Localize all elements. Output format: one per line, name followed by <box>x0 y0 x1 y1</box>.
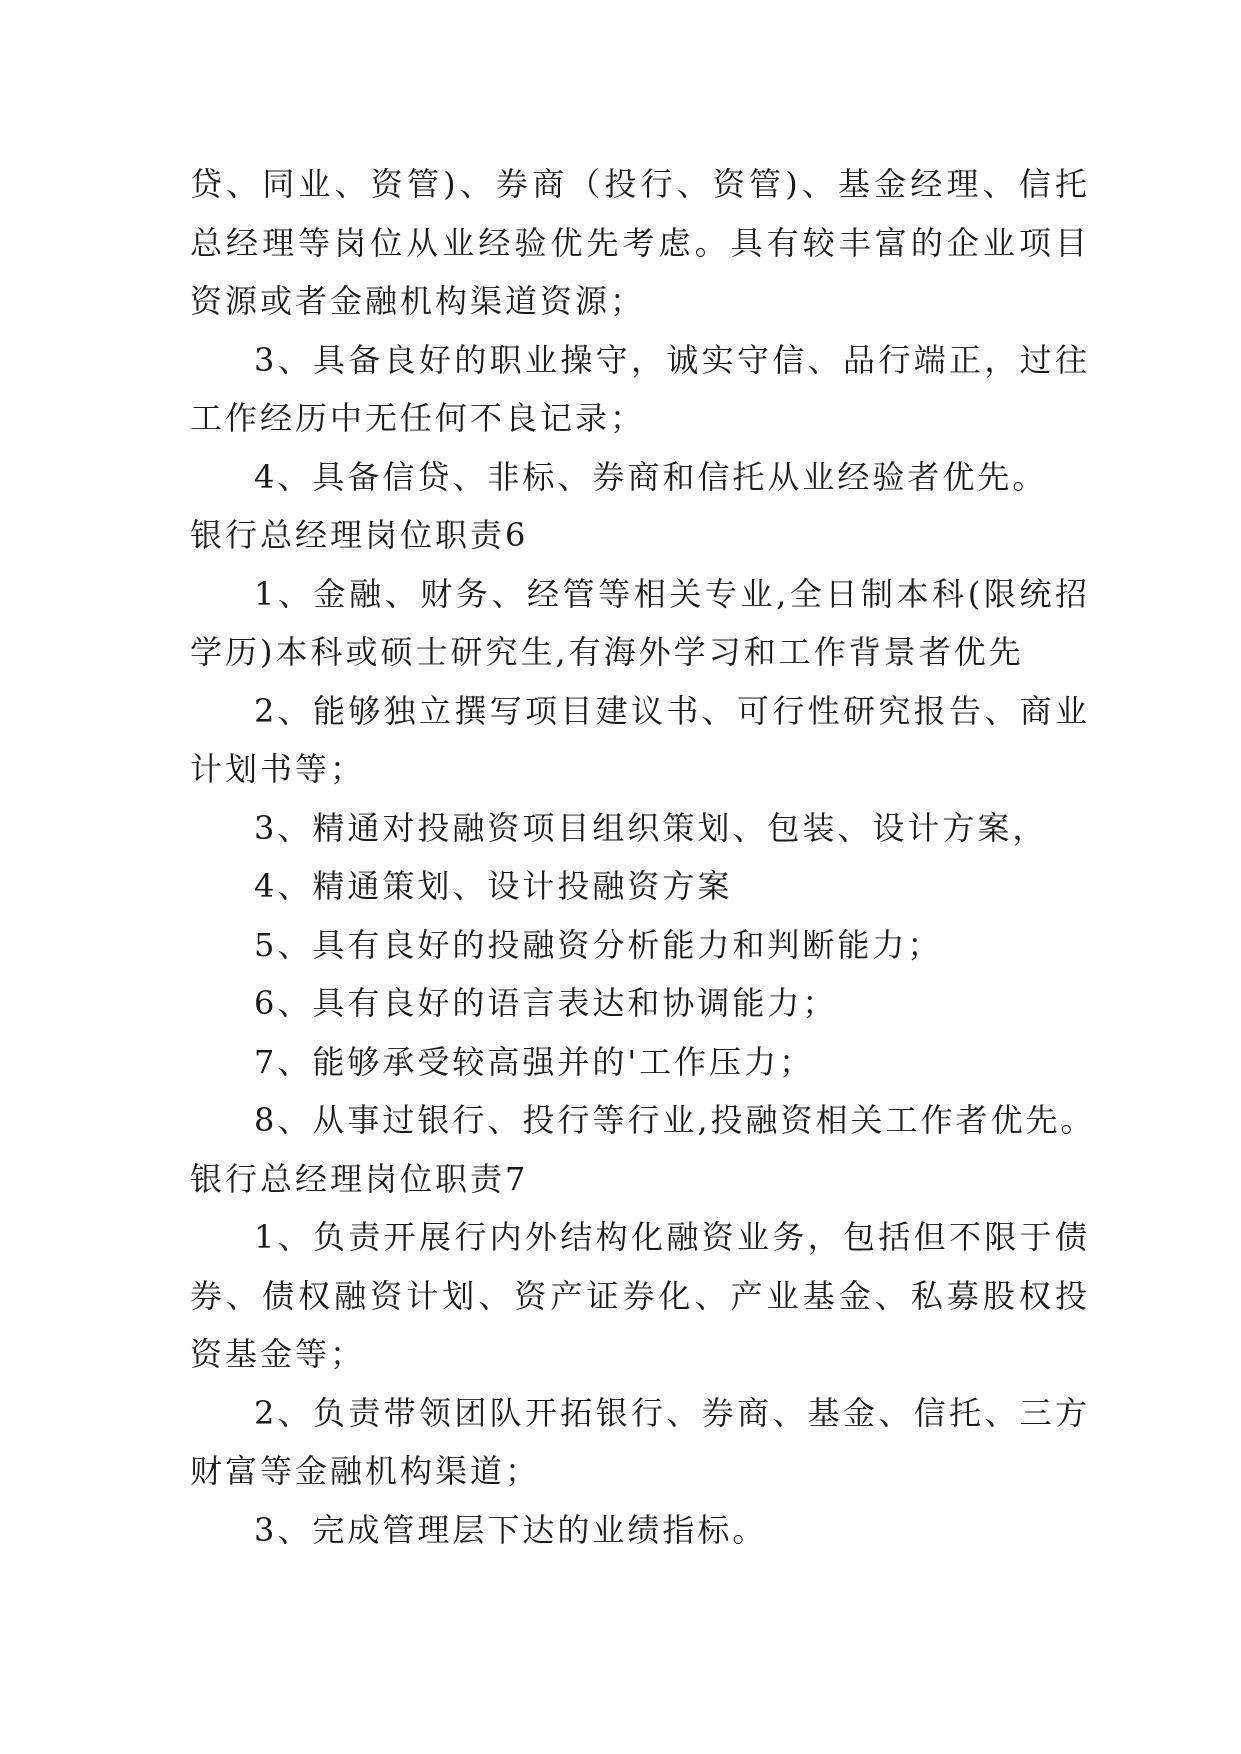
paragraph-item: 2、能够独立撰写项目建议书、可行性研究报告、商业计划书等； <box>190 691 1090 788</box>
paragraph-item: 3、精通对投融资项目组织策划、包装、设计方案， <box>254 808 1048 847</box>
section-heading: 银行总经理岗位职责6 <box>190 516 529 554</box>
paragraph-item: 4、精通策划、设计投融资方案 <box>254 867 733 905</box>
paragraph-item: 3、具备良好的职业操守，诚实守信、品行端正，过往工作经历中无任何不良记录； <box>190 340 1090 437</box>
paragraph-item: 4、具备信贷、非标、券商和信托从业经验者优先。 <box>254 457 1048 496</box>
paragraph-continuation: 贷、同业、资管)、券商（投行、资管)、基金经理、信托总经理等岗位从业经验优先考虑。具有较丰富的企业项目资源或者金融机构渠道资源； <box>190 165 1090 320</box>
paragraph-item: 6、具有良好的语言表达和协调能力； <box>254 984 838 1022</box>
section-heading: 银行总经理岗位职责7 <box>190 1159 529 1198</box>
paragraph-item: 5、具有良好的投融资分析能力和判断能力； <box>254 925 943 964</box>
paragraph-item: 3、完成管理层下达的业绩指标。 <box>254 1510 768 1549</box>
paragraph-item: 2、负责带领团队开拓银行、券商、基金、信托、三方财富等金融机构渠道； <box>190 1393 1090 1490</box>
document-body <box>190 155 1096 1559</box>
paragraph-item: 1、负责开展行内外结构化融资业务，包括但不限于债券、债权融资计划、资产证券化、产业基金、私募股权投资基金等； <box>190 1218 1090 1373</box>
paragraph-item: 1、金融、财务、经管等相关专业,全日制本科(限统招学历)本科或硕士研究生,有海外学习和工作背景者优先 <box>190 574 1090 671</box>
paragraph-item: 8、从事过银行、投行等行业,投融资相关工作者优先。 <box>254 1101 1096 1139</box>
paragraph-item: 7、能够承受较高强并的'工作压力； <box>254 1042 815 1081</box>
